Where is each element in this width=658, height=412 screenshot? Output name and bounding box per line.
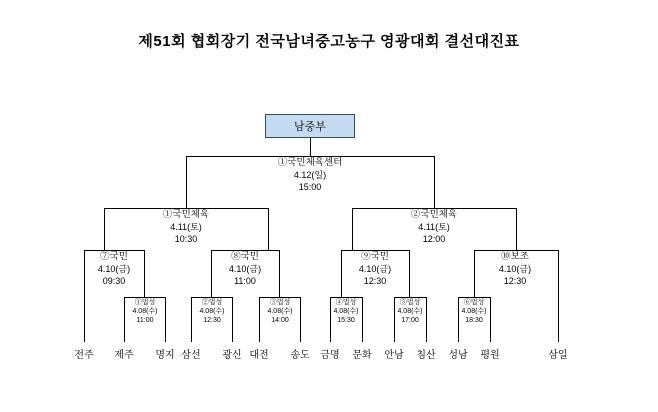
match-prelim-3-name: ③법성: [269, 299, 291, 306]
team-label: 대전: [249, 350, 269, 361]
match-prelim-3-time: 14:00: [271, 317, 289, 324]
match-prelim-4-name: ④법성: [335, 299, 357, 306]
match-prelim-6-time: 18:30: [465, 317, 483, 324]
match-qf-2-name: ⑧국민: [231, 251, 259, 262]
match-semi-2-date: 4.11(토): [418, 222, 450, 232]
match-semi-1-date: 4.11(토): [170, 222, 202, 232]
team-label: 제주: [114, 350, 134, 361]
match-qf-4-date: 4.10(금): [498, 264, 532, 274]
team-label: 침산: [416, 350, 436, 361]
team-label: 성남: [448, 350, 468, 361]
connector-semi-right-v2: [516, 208, 517, 250]
match-prelim-2: [191, 298, 233, 325]
match-semi-1: [121, 209, 251, 245]
match-qf-1: [69, 251, 159, 287]
connector-semi-left-v2: [268, 208, 269, 250]
match-qf-3-time: 12:30: [363, 276, 387, 286]
match-final-name: ①국민체육센터: [277, 157, 343, 168]
match-prelim-5: [389, 298, 431, 325]
match-qf-2: [200, 251, 290, 287]
connector-semi-right-v1: [352, 208, 353, 250]
team-label: 삼선: [181, 350, 201, 361]
team-label: 평원: [480, 350, 500, 361]
root-division-box: [265, 114, 355, 138]
match-prelim-1-date: 4.08(수): [132, 308, 158, 315]
team-label: 전주: [74, 350, 94, 361]
team-label: 광신: [222, 350, 242, 361]
match-qf-2-date: 4.10(금): [228, 264, 262, 274]
team-label: 안남: [384, 350, 404, 361]
connector-root-vertical: [310, 138, 311, 156]
match-prelim-4-time: 15:30: [337, 317, 355, 324]
match-prelim-2-name: ②법성: [201, 299, 223, 306]
match-qf-4-time: 12:30: [503, 276, 527, 286]
match-prelim-1: [124, 298, 166, 325]
match-qf-3-date: 4.10(금): [358, 264, 392, 274]
match-qf-1-time: 09:30: [102, 276, 126, 286]
team-label: 문화: [352, 350, 372, 361]
connector-final-left-vertical: [186, 156, 187, 208]
team-label: 삼일: [548, 350, 568, 361]
match-prelim-4: [325, 298, 367, 325]
team-label: 송도: [290, 350, 310, 361]
match-prelim-5-time: 17:00: [401, 317, 419, 324]
match-prelim-4-date: 4.08(수): [333, 308, 359, 315]
match-qf-2-time: 11:00: [234, 276, 256, 286]
match-prelim-2-date: 4.08(수): [199, 308, 225, 315]
team-label: 금명: [320, 350, 340, 361]
match-final: [245, 157, 375, 193]
match-qf-3-name: ⑨국민: [361, 251, 389, 262]
match-prelim-3: [259, 298, 301, 325]
match-semi-1-name: ①국민체육: [162, 209, 210, 220]
root-division-label: 남중부: [294, 121, 326, 133]
match-qf-4: [470, 251, 560, 287]
match-semi-2-time: 12:00: [422, 234, 446, 244]
team-label: 명지: [155, 350, 175, 361]
match-qf-3: [330, 251, 420, 287]
match-prelim-1-name: ①법성: [134, 299, 156, 306]
match-prelim-6-date: 4.08(수): [461, 308, 487, 315]
match-qf-4-name: ⑩보조: [501, 251, 529, 262]
connector-semi-left-v1: [104, 208, 105, 250]
match-prelim-2-time: 12:30: [203, 317, 221, 324]
match-prelim-6-name: ⑥법성: [463, 299, 485, 306]
match-semi-2: [369, 209, 499, 245]
match-prelim-5-name: ⑤법성: [399, 299, 421, 306]
match-semi-2-name: ②국민체육: [410, 209, 458, 220]
match-prelim-6: [453, 298, 495, 325]
match-prelim-3-date: 4.08(수): [267, 308, 293, 315]
match-qf-1-date: 4.10(금): [97, 264, 131, 274]
connector-final-right-vertical: [434, 156, 435, 208]
match-prelim-1-time: 11:00: [136, 317, 154, 324]
page-title: 제51회 협회장기 전국남녀중고농구 영광대회 결선대진표: [138, 33, 520, 50]
match-final-date: 4.12(일): [293, 170, 327, 180]
match-prelim-5-date: 4.08(수): [397, 308, 423, 315]
match-final-time: 15:00: [298, 182, 322, 192]
match-semi-1-time: 10:30: [174, 234, 198, 244]
match-qf-1-name: ⑦국민: [100, 251, 128, 262]
